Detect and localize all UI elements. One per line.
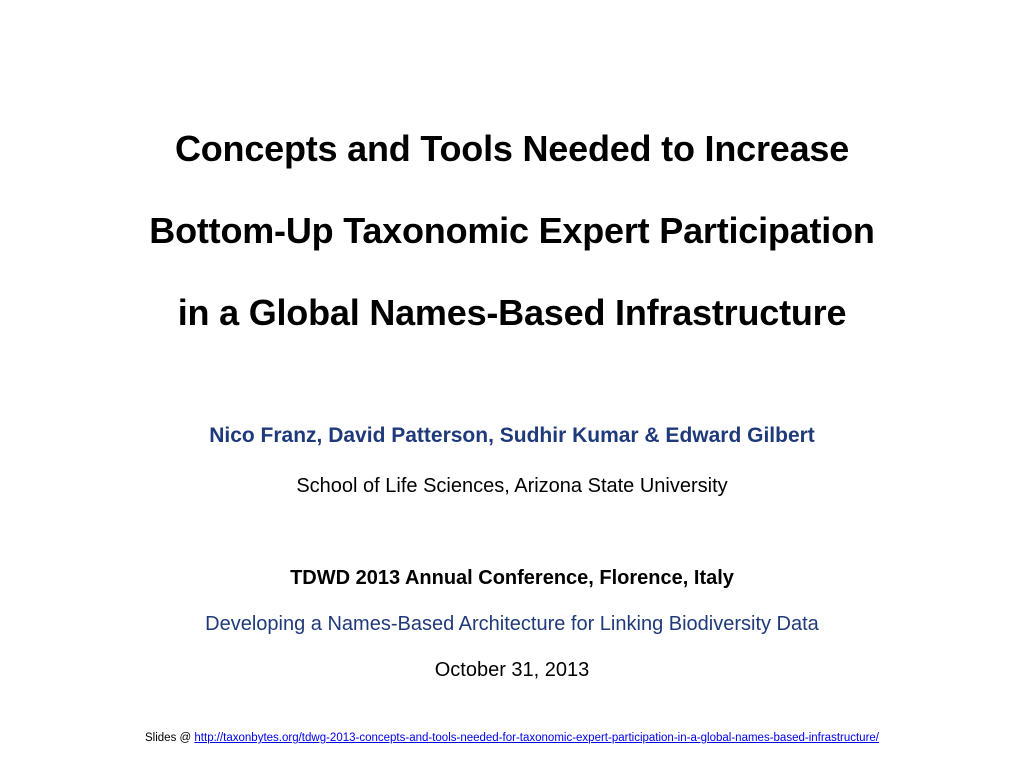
conference-name: TDWD 2013 Annual Conference, Florence, Italy <box>290 567 734 589</box>
title-line-2: Bottom-Up Taxonomic Expert Participation <box>149 210 875 251</box>
authors: Nico Franz, David Patterson, Sudhir Kumar & Edward Gilbert <box>209 424 815 447</box>
title-line-3: in a Global Names-Based Infrastructure <box>177 292 847 333</box>
title-line-1: Concepts and Tools Needed to Increase <box>174 128 850 169</box>
affiliation: School of Life Sciences, Arizona State University <box>296 475 728 497</box>
slide-title <box>0 108 1024 354</box>
presentation-date: October 31, 2013 <box>434 659 590 681</box>
slides-link[interactable]: http://taxonbytes.org/tdwg-2013-concepts-and-tools-needed-for-taxonomic-expert-participation-in-a-global-names-based-infrastructure/ <box>194 732 879 744</box>
session-title: Developing a Names-Based Architecture for Linking Biodiversity Data <box>205 613 819 635</box>
slides-prefix: Slides @ <box>145 732 192 744</box>
slides-url-line <box>0 732 1024 744</box>
